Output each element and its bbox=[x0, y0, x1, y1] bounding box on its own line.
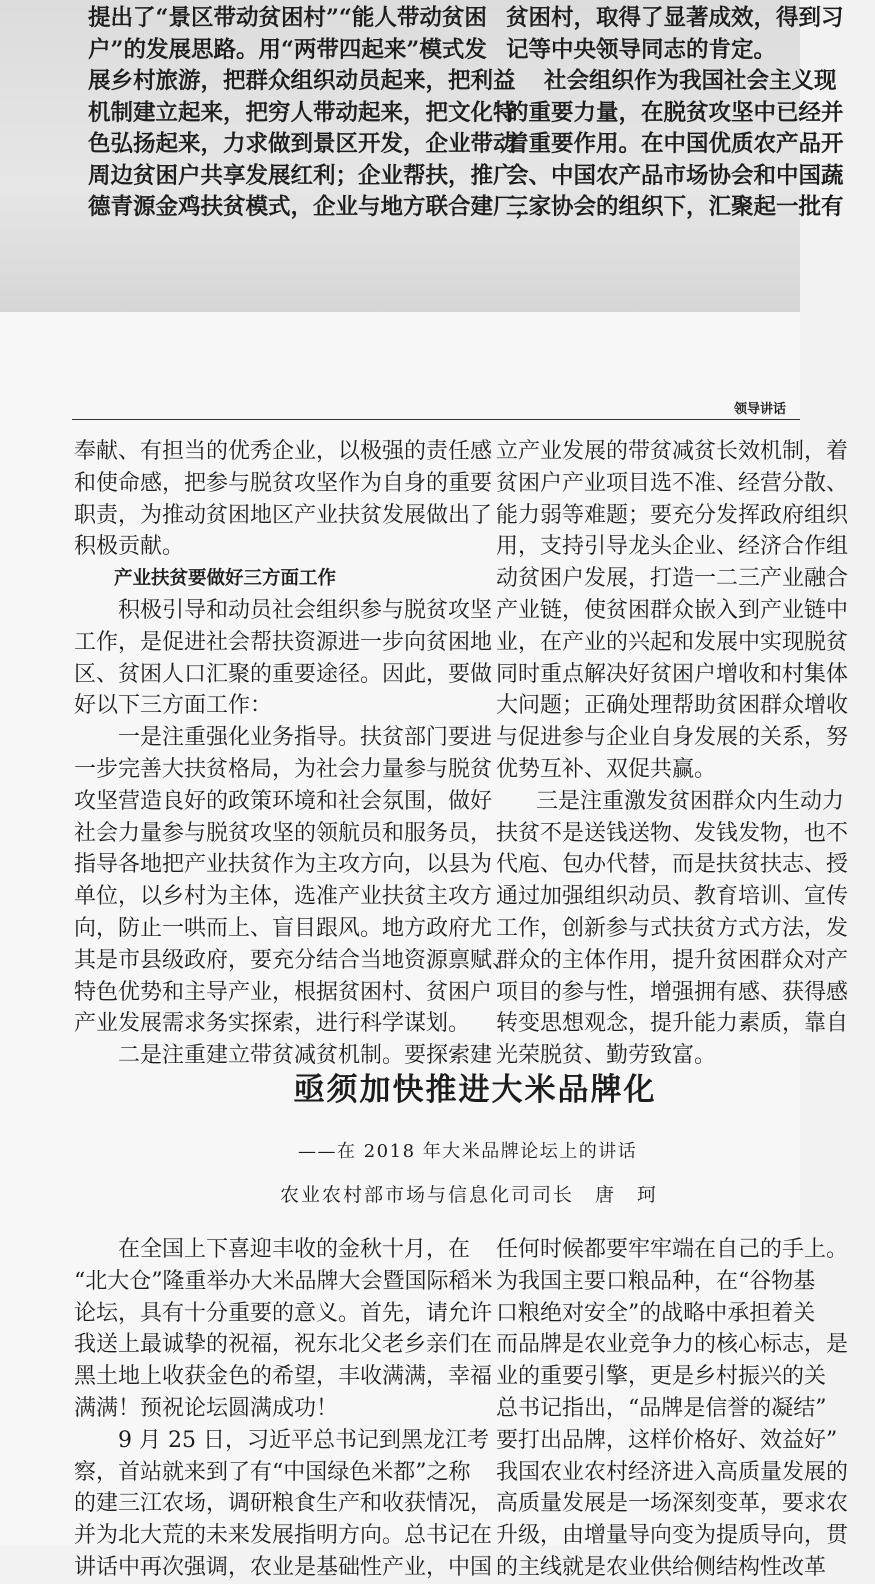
text-line: “北大仓”隆重举办大米品牌大会暨国际稻米 bbox=[74, 1268, 493, 1294]
text-line: 用，支持引导龙头企业、经济合作组 bbox=[496, 534, 849, 560]
text-line: 其是市县级政府，要充分结合当地资源禀赋、 bbox=[74, 947, 515, 973]
text-line: 色弘扬起来，力求做到景区开发，企业带动 bbox=[88, 131, 516, 157]
text-line: 特色优势和主导产业，根据贫困村、贫困户 bbox=[74, 979, 493, 1005]
text-line: 高质量发展是一场深刻变革，要求农 bbox=[496, 1491, 849, 1517]
text-line: 9 月 25 日，习近平总书记到黑龙江考 bbox=[118, 1427, 489, 1453]
text-line: 我送上最诚挚的祝福，祝东北父老乡亲们在 bbox=[74, 1332, 493, 1358]
article-subtitle: ——在 2018 年大米品牌论坛上的讲话 bbox=[298, 1141, 638, 1162]
upper-article-left-column bbox=[74, 436, 515, 1076]
text-line: 二是注重建立带贫减贫机制。要探索建 bbox=[118, 1043, 493, 1069]
text-line: 业的重要引擎，更是乡村振兴的关 bbox=[496, 1364, 827, 1390]
text-line: 产业发展需求务实探索，进行科学谋划。 bbox=[74, 1011, 471, 1037]
text-line: 群众的主体作用，提升贫困群众对产 bbox=[496, 947, 849, 973]
text-line: 和使命感，把参与脱贫攻坚作为自身的重要 bbox=[74, 470, 493, 496]
text-line: 的建三江农场，调研粮食生产和收获情况， bbox=[74, 1491, 493, 1517]
text-line: 优势互补、双促共赢。 bbox=[496, 756, 717, 782]
text-line: 察，首站就来到了有“中国绿色米都”之称 bbox=[74, 1459, 471, 1485]
text-line: 为我国主要口粮品种，在“谷物基 bbox=[496, 1268, 816, 1294]
text-line: 产业链，使贫困群众嵌入到产业链中 bbox=[496, 597, 849, 623]
upper-article-right-column bbox=[496, 436, 849, 1076]
text-line: 单位，以乡村为主体，选准产业扶贫主攻方 bbox=[74, 884, 493, 910]
text-line: 业，在产业的兴起和发展中实现脱贫 bbox=[496, 629, 849, 655]
text-line: 扶贫不是送钱送物、发钱发物，也不 bbox=[496, 820, 849, 846]
text-line: 的主线就是农业供给侧结构性改革 bbox=[496, 1554, 827, 1580]
text-line: 动贫困户发展，打造一二三产业融合 bbox=[496, 566, 849, 592]
text-line: 而品牌是农业竞争力的核心标志，是 bbox=[496, 1332, 849, 1358]
text-line: 记等中央领导同志的肯定。 bbox=[506, 36, 777, 63]
text-line: 光荣脱贫、勤劳致富。 bbox=[496, 1043, 717, 1069]
section-label: 领导讲话 bbox=[733, 402, 786, 417]
text-line: 通过加强组织动员、教育培训、宣传 bbox=[496, 884, 849, 910]
text-line: 区、贫困人口汇聚的重要途径。因此，要做 bbox=[74, 661, 493, 687]
text-line: 积极贡献。 bbox=[74, 534, 185, 560]
text-line: 与促进参与企业自身发展的关系，努 bbox=[496, 725, 849, 751]
text-line: 的重要力量，在脱贫攻坚中已经并 bbox=[506, 99, 844, 126]
text-line: 升级，由增量导向变为提质导向，贯 bbox=[496, 1523, 849, 1549]
text-line: 提出了“景区带动贫困村”“能人带动贫困 bbox=[88, 5, 487, 31]
previous-page bbox=[0, 0, 844, 312]
text-line: 会、中国农产品市场协会和中国蔬 bbox=[506, 162, 844, 189]
text-line: 满满！预祝论坛圆满成功！ bbox=[74, 1395, 339, 1421]
text-line: 立产业发展的带贫减贫长效机制，着 bbox=[496, 439, 849, 464]
text-line: 户”的发展思路。用“两带四起来”模式发 bbox=[88, 36, 487, 63]
article-byline: 农业农村部市场与信息化司司长 唐 珂 bbox=[280, 1184, 659, 1206]
text-line: 工作，是促进社会帮扶资源进一步向贫困地 bbox=[74, 629, 493, 655]
text-line: 要打出品牌，这样价格好、效益好” bbox=[496, 1427, 838, 1453]
text-line: 转变思想观念，提升能力素质，靠自 bbox=[496, 1011, 849, 1037]
text-line: 任何时候都要牢牢端在自己的手上。 bbox=[496, 1237, 849, 1262]
text-line: 指导各地把产业扶贫作为主攻方向，以县为 bbox=[74, 852, 493, 878]
text-line: 积极引导和动员社会组织参与脱贫攻坚 bbox=[118, 597, 493, 623]
text-line: 一步完善大扶贫格局，为社会力量参与脱贫 bbox=[74, 756, 493, 782]
text-line: 代庖、包办代替，而是扶贫扶志、授 bbox=[496, 852, 849, 878]
previous-page-left-column bbox=[88, 3, 539, 253]
text-line: 三家协会的组织下，汇聚起一批有 bbox=[506, 194, 844, 220]
lower-article-right-column bbox=[496, 1234, 849, 1580]
text-line: 机制建立起来，把穷人带动起来，把文化特 bbox=[88, 99, 516, 126]
article-title: 亟须加快推进大米品牌化 bbox=[293, 1072, 657, 1108]
text-line: 大问题；正确处理帮助贫困群众增收 bbox=[496, 693, 849, 719]
text-line: 贫困户产业项目选不准、经营分散、 bbox=[496, 470, 849, 496]
current-page bbox=[0, 312, 849, 1580]
text-line: 社会组织作为我国社会主义现 bbox=[544, 68, 837, 94]
text-line: 德青源金鸡扶贫模式，企业与地方联合建厂， bbox=[88, 194, 539, 220]
text-line: 能力弱等难题；要充分发挥政府组织 bbox=[496, 502, 849, 528]
lower-article-left-column bbox=[74, 1234, 493, 1580]
text-line: 社会力量参与脱贫攻坚的领航员和服务员， bbox=[74, 820, 493, 846]
text-line: 我国农业农村经济进入高质量发展的 bbox=[496, 1459, 849, 1485]
text-line: 奉献、有担当的优秀企业，以极强的责任感 bbox=[74, 439, 493, 464]
text-line: 周边贫困户共享发展红利；企业帮扶，推广 bbox=[88, 162, 516, 189]
text-line: 三是注重激发贫困群众内生动力 bbox=[536, 788, 845, 814]
text-line: 项目的参与性，增强拥有感、获得感 bbox=[496, 979, 849, 1005]
header-divider bbox=[72, 419, 800, 420]
text-line: 着重要作用。在中国优质农产品开 bbox=[506, 131, 844, 157]
text-line: 论坛，具有十分重要的意义。首先，请允许 bbox=[74, 1300, 493, 1326]
text-line: 黑土地上收获金色的希望，丰收满满，幸福 bbox=[74, 1364, 493, 1390]
text-line: 一是注重强化业务指导。扶贫部门要进 bbox=[118, 725, 493, 751]
text-line: 讲话中再次强调，农业是基础性产业，中国 bbox=[74, 1554, 493, 1580]
text-line: 工作，创新参与式扶贫方式方法，发 bbox=[496, 915, 849, 941]
text-line: 攻坚营造良好的政策环境和社会氛围，做好 bbox=[74, 788, 493, 814]
text-line: 贫困村，取得了显著成效，得到习 bbox=[506, 5, 844, 31]
text-line: 在全国上下喜迎丰收的金秋十月，在 bbox=[118, 1237, 471, 1262]
previous-page-right-column bbox=[506, 3, 844, 253]
text-line: 向，防止一哄而上、盲目跟风。地方政府尤 bbox=[74, 915, 493, 941]
text-line: 展乡村旅游，把群众组织动员起来，把利益 bbox=[88, 68, 516, 94]
text-line: 同时重点解决好贫困户增收和村集体 bbox=[496, 661, 849, 687]
text-line: 总书记指出，“品牌是信誉的凝结” bbox=[496, 1395, 827, 1421]
text-line: 好以下三方面工作： bbox=[74, 693, 273, 719]
text-line: 口粮绝对安全”的战略中承担着关 bbox=[496, 1300, 816, 1326]
text-line: 并为北大荒的未来发展指明方向。总书记在 bbox=[74, 1523, 493, 1549]
section-subheading: 产业扶贫要做好三方面工作 bbox=[114, 568, 337, 590]
text-line: 职责，为推动贫困地区产业扶贫发展做出了 bbox=[74, 502, 493, 528]
